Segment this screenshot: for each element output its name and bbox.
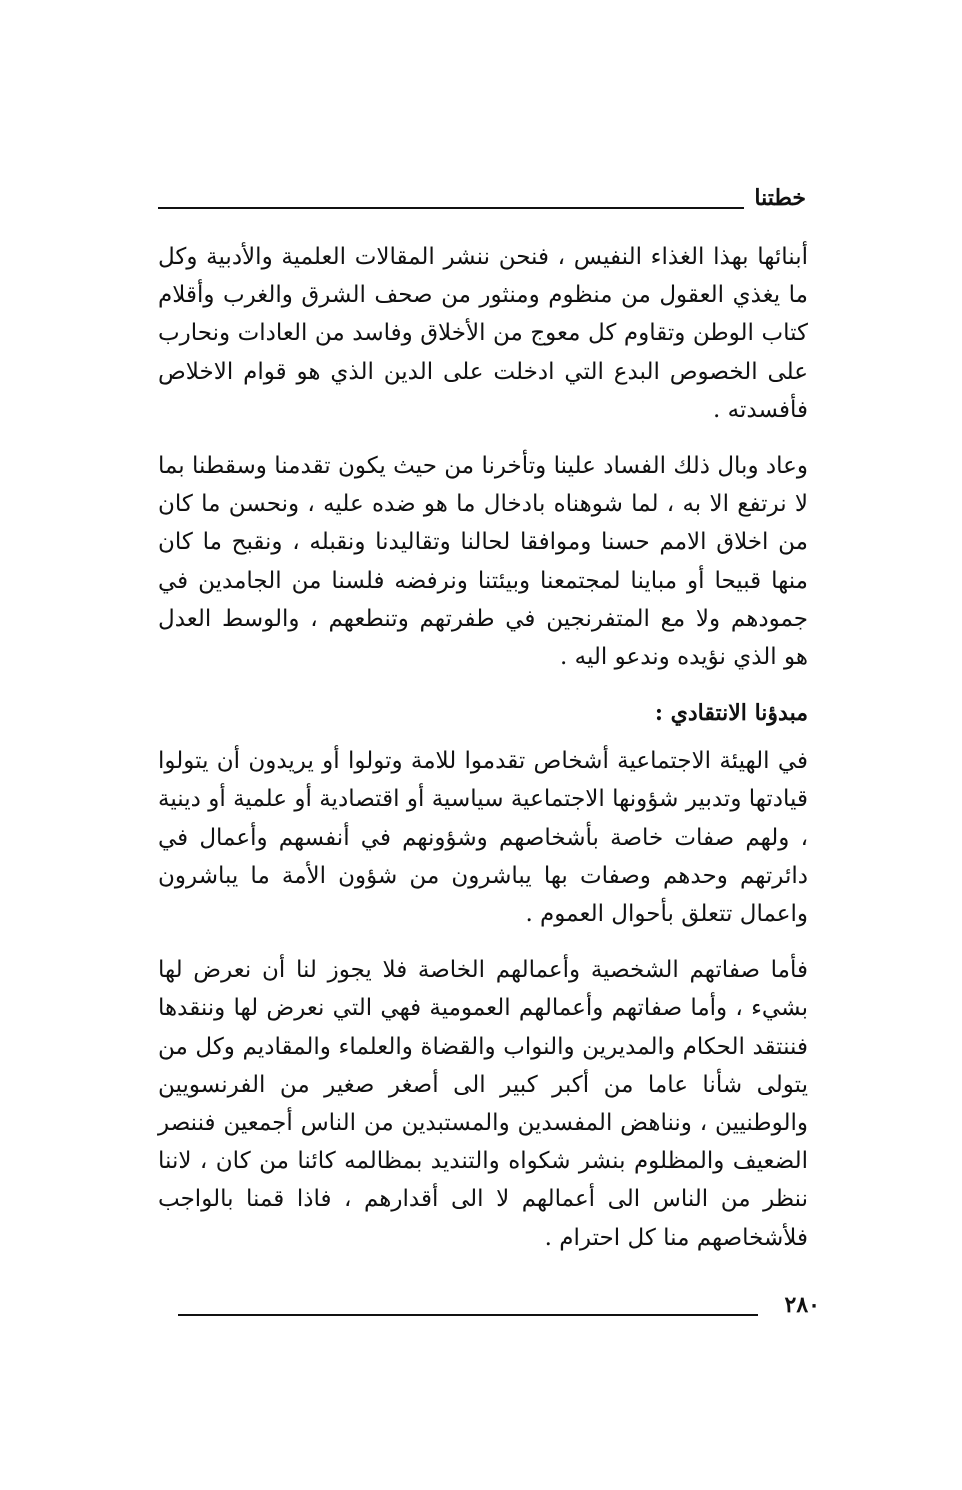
paragraph: وعاد وبال ذلك الفساد علينا وتأخرنا من حيث يكون تقدمنا وسقطنا بما لا نرتفع الا به ، لما شوهناه بادخال ما هو ضده عليه ، ونحسن ما كان من اخلاق الامم حسنا وموافقا لحالنا وتقاليدنا ونقبله ، ونقبح ما كان منها قبيحا أو مباينا لمجتمعنا وبيئتنا ونرفضه فلسنا من الجامدين في جمودهم ولا مع المتفرنجين في طفرتهم وتنطعهم ، والوسط العدل هو الذي نؤيده وندعو اليه . <box>158 453 808 671</box>
page-footer <box>178 1290 820 1320</box>
section-heading: مبدؤنا الانتقادي : <box>654 700 808 727</box>
paragraph: أبنائها بهذا الغذاء النفيس ، فنحن ننشر المقالات العلمية والأدبية وكل ما يغذي العقول من منظوم ومنثور من صحف الشرق والغرب وأقلام كتاب الوطن وتقاوم كل معوج من الأخلاق وفاسد من العادات ونحارب على الخصوص البدع التي ادخلت على الدين الذي هو قوام الاخلاص فأفسدته . <box>158 244 808 423</box>
paragraph: فأما صفاتهم الشخصية وأعمالهم الخاصة فلا يجوز لنا أن نعرض لها بشيء ، وأما صفاتهم وأعمالهم العمومية فهي التي نعرض لها وننقدها فننتقد الحكام والمديرين والنواب والقضاة والعلماء والمقاديم وكل من يتولى شأنا عاما من أكبر كبير الى أصغر صغير من الفرنسويين والوطنيين ، ونناهض المفسدين والمستبدين من الناس أجمعين فننصر الضعيف والمظلوم بنشر شكواه والتنديد بمظالمه كائنا من كان ، لاننا ننظر من الناس الى أعمالهم لا الى أقدارهم ، فاذا قمنا بالواجب فلأشخاصهم منا كل احترام . <box>158 957 808 1251</box>
footer-rule <box>178 1314 758 1316</box>
running-header <box>158 184 806 212</box>
page-body <box>158 238 808 1275</box>
chapter-title: خطتنا <box>754 185 806 211</box>
paragraph: في الهيئة الاجتماعية أشخاص تقدموا للامة وتولوا أو يريدون أن يتولوا قيادتها وتدبير شؤونها الاجتماعية سياسية أو اقتصادية أو علمية أو دينية ، ولهم صفات خاصة بأشخاصهم وشؤونهم في أنفسهم وأعمال في دائرتهم وحدهم وصفات بها يباشرون من شؤون الأمة ما يباشرون واعمال تتعلق بأحوال العموم . <box>158 748 808 928</box>
page-number: ٢٨٠ <box>784 1292 820 1318</box>
header-rule <box>158 207 744 209</box>
